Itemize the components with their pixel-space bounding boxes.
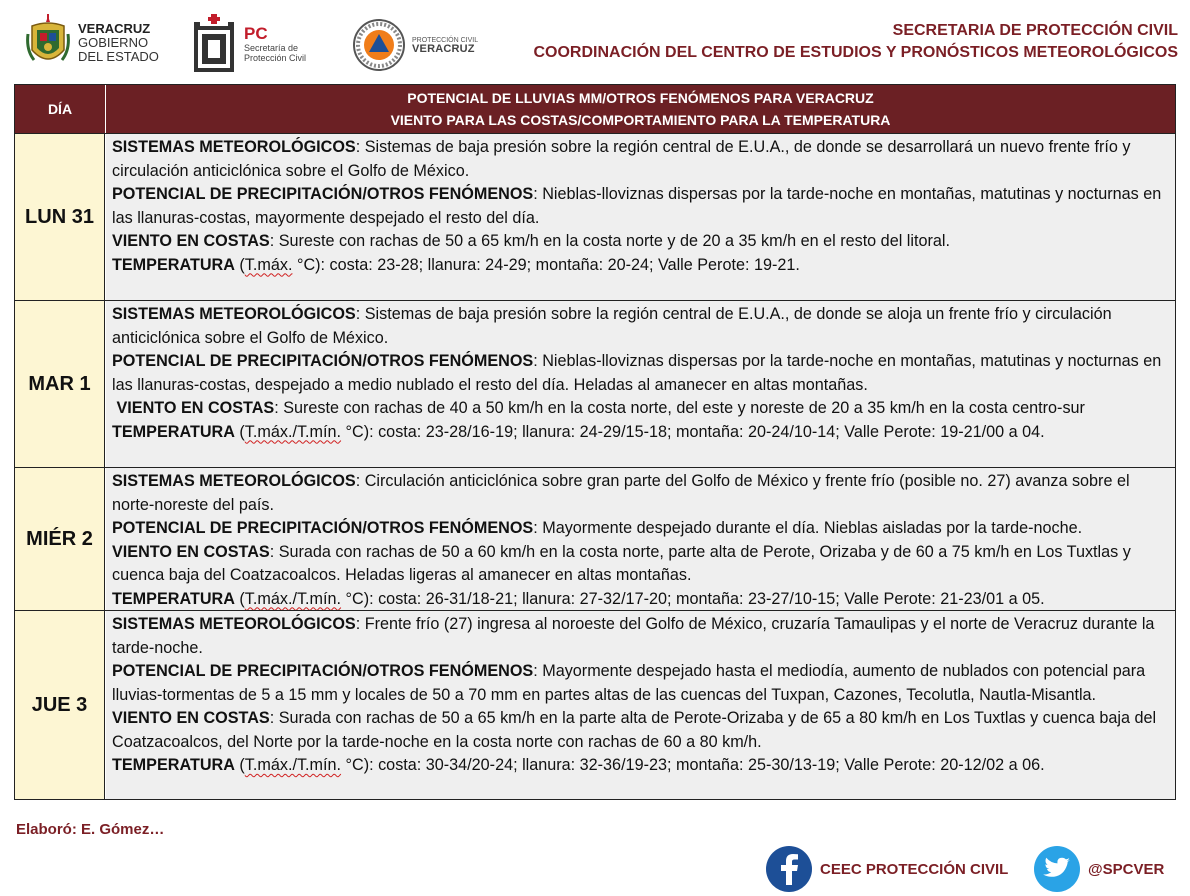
sistemas-text: : Sistemas de baja presión sobre la región central de E.U.A., de donde se desarrollará un nuevo frente frío y circulación anticiclónica sobre el Golfo de México. <box>112 138 1131 180</box>
temp-values: °C): costa: 23-28; llanura: 24-29; montaña: 20-24; Valle Perote: 19-21. <box>292 255 800 274</box>
logo3-line1: PROTECCIÓN CIVIL <box>412 36 479 44</box>
label-potencial: POTENCIAL DE PRECIPITACIÓN/OTROS FENÓMENOS <box>112 662 534 680</box>
column-header-day: DÍA <box>15 85 106 133</box>
label-temperatura: TEMPERATURA <box>112 422 235 441</box>
temp-open: ( <box>234 255 245 274</box>
logo1-line2: GOBIERNO <box>78 35 149 50</box>
label-viento: VIENTO EN COSTAS <box>116 399 275 417</box>
day-cell: MIÉR 2 <box>15 468 105 610</box>
forecast-table <box>14 84 1176 800</box>
table-header <box>15 85 1175 133</box>
viento-text: : Surada con rachas de 50 a 65 km/h en la parte alta de Perote-Orizaba y de 65 a 80 km/h en Los Tuxtlas y cuenca baja del Coatzacoalcos, del Norte por la tarde-noche en la costa norte con rachas de 60 a 80 km/h. <box>112 709 1157 751</box>
forecast-cell <box>106 468 1175 610</box>
temp-open: ( <box>234 756 245 774</box>
table-row <box>15 610 1175 799</box>
table-row <box>15 467 1175 610</box>
column-header-forecast <box>106 85 1175 133</box>
temp-values: °C): costa: 30-34/20-24; llanura: 32-36/19-23; montaña: 25-30/13-19; Valle Perote: 20-12/02 a 06. <box>341 756 1045 774</box>
twitter-link[interactable] <box>1034 846 1164 892</box>
facebook-icon[interactable] <box>766 846 812 892</box>
forecast-cell <box>106 134 1175 300</box>
label-sistemas: SISTEMAS METEOROLÓGICOS <box>112 138 356 156</box>
proteccion-civil-veracruz-logo <box>352 18 478 72</box>
label-sistemas: SISTEMAS METEOROLÓGICOS <box>112 472 356 490</box>
temp-values: °C): costa: 23-28/16-19; llanura: 24-29/15-18; montaña: 20-24/10-14; Valle Perote: 19-21/00 a 04. <box>341 422 1045 441</box>
forecast-cell <box>106 611 1175 799</box>
temp-open: ( <box>234 422 245 441</box>
label-temperatura: TEMPERATURA <box>112 589 235 608</box>
potencial-text: : Nieblas-lloviznas dispersas por la tarde-noche en montañas, matutinas y nocturnas en las llanuras-costas, despejado a medio nublado el resto del día. Heladas al amanecer en altas montañas. <box>112 352 1162 394</box>
day-cell: LUN 31 <box>15 134 105 300</box>
header-titles <box>533 20 1178 64</box>
temp-unit: T.máx./T.mín. <box>244 589 342 608</box>
viento-text: : Surada con rachas de 50 a 60 km/h en la costa norte, parte alta de Perote, Orizaba y de 60 a 75 km/h en Los Tuxtlas y cuenca baja del Coatzacoalcos. Heladas ligeras al amanecer en altas montañas. <box>112 542 1131 584</box>
author-credit: Elaboró: E. Gómez… <box>16 821 165 838</box>
label-temperatura: TEMPERATURA <box>112 255 235 274</box>
pc-tower-icon <box>190 14 238 74</box>
potencial-text: : Mayormente despejado hasta el mediodía, aumento de nublados con potencial para lluvias-tormentas de 5 a 15 mm y locales de 50 a 70 mm en partes altas de las cuencas del Tuxpan, Cazones, Tecolutla, Nautla-Misantla. <box>112 662 1146 704</box>
sistemas-text: : Sistemas de baja presión sobre la región central de E.U.A., de donde se aloja un frente frío y circulación anticiclónica sobre el Golfo de México. <box>112 305 1112 347</box>
logo2-line1: Secretaría de <box>244 43 299 53</box>
temp-unit: T.máx. <box>244 255 293 274</box>
logo3-line2: VERACRUZ <box>412 42 475 55</box>
pc-acronym: PC <box>244 24 268 43</box>
label-temperatura: TEMPERATURA <box>112 756 235 774</box>
civil-protection-emblem-icon <box>352 18 406 72</box>
page-header <box>0 0 1190 84</box>
twitter-icon[interactable] <box>1034 846 1080 892</box>
column-header-line1: POTENCIAL DE LLUVIAS MM/OTROS FENÓMENOS PARA VERACRUZ <box>407 90 874 106</box>
logo1-line1: VERACRUZ <box>78 21 151 36</box>
label-potencial: POTENCIAL DE PRECIPITACIÓN/OTROS FENÓMENOS <box>112 185 534 203</box>
label-viento: VIENTO EN COSTAS <box>112 709 270 727</box>
viento-text: : Sureste con rachas de 40 a 50 km/h en la costa norte, del este y noreste de 20 a 35 km/h en la costa centro-sur <box>274 399 1085 417</box>
temp-values: °C): costa: 26-31/18-21; llanura: 27-32/17-20; montaña: 23-27/10-15; Valle Perote: 21-23/01 a 05. <box>341 589 1045 608</box>
logo1-line3: DEL ESTADO <box>78 49 159 64</box>
day-cell: MAR 1 <box>15 301 105 467</box>
temp-unit: T.máx./T.mín. <box>244 756 342 774</box>
potencial-text: : Nieblas-lloviznas dispersas por la tarde-noche en montañas, matutinas y nocturnas en las llanuras-costas, mayormente despejado el resto del día. <box>112 185 1162 227</box>
forecast-cell <box>106 301 1175 467</box>
facebook-label[interactable]: CEEC PROTECCIÓN CIVIL <box>820 860 1009 878</box>
sistemas-text: : Circulación anticiclónica sobre gran parte del Golfo de México y frente frío (posible no. 27) avanza sobre el norte-noreste del país. <box>112 472 1130 514</box>
label-sistemas: SISTEMAS METEOROLÓGICOS <box>112 615 356 633</box>
potencial-text: : Mayormente despejado durante el día. Nieblas aisladas por la tarde-noche. <box>533 519 1083 537</box>
veracruz-government-logo <box>26 14 159 72</box>
label-potencial: POTENCIAL DE PRECIPITACIÓN/OTROS FENÓMENOS <box>112 352 534 370</box>
secretaria-title: SECRETARIA DE PROTECCIÓN CIVIL <box>892 22 1178 39</box>
label-potencial: POTENCIAL DE PRECIPITACIÓN/OTROS FENÓMENOS <box>112 519 534 537</box>
label-viento: VIENTO EN COSTAS <box>112 232 270 250</box>
facebook-link[interactable] <box>766 846 1008 892</box>
table-row <box>15 133 1175 300</box>
table-row <box>15 300 1175 467</box>
viento-text: : Sureste con rachas de 50 a 65 km/h en la costa norte y de 20 a 35 km/h en el resto del litoral. <box>269 232 950 250</box>
twitter-label[interactable]: @SPCVER <box>1088 860 1165 878</box>
veracruz-crest-icon <box>26 14 70 72</box>
label-viento: VIENTO EN COSTAS <box>112 542 270 561</box>
logo2-line2: Protección Civil <box>244 53 307 63</box>
coordinacion-title: COORDINACIÓN DEL CENTRO DE ESTUDIOS Y PRONÓSTICOS METEOROLÓGICOS <box>533 44 1178 61</box>
pc-secretaria-logo <box>190 14 306 74</box>
sistemas-text: : Frente frío (27) ingresa al noroeste del Golfo de México, cruzaría Tamaulipas y el norte de Veracruz durante la tarde-noche. <box>112 615 1155 657</box>
column-header-line2: VIENTO PARA LAS COSTAS/COMPORTAMIENTO PARA LA TEMPERATURA <box>390 112 891 128</box>
day-cell: JUE 3 <box>15 611 105 799</box>
temp-unit: T.máx./T.mín. <box>244 422 342 441</box>
label-sistemas: SISTEMAS METEOROLÓGICOS <box>112 305 356 323</box>
temp-open: ( <box>234 589 245 608</box>
